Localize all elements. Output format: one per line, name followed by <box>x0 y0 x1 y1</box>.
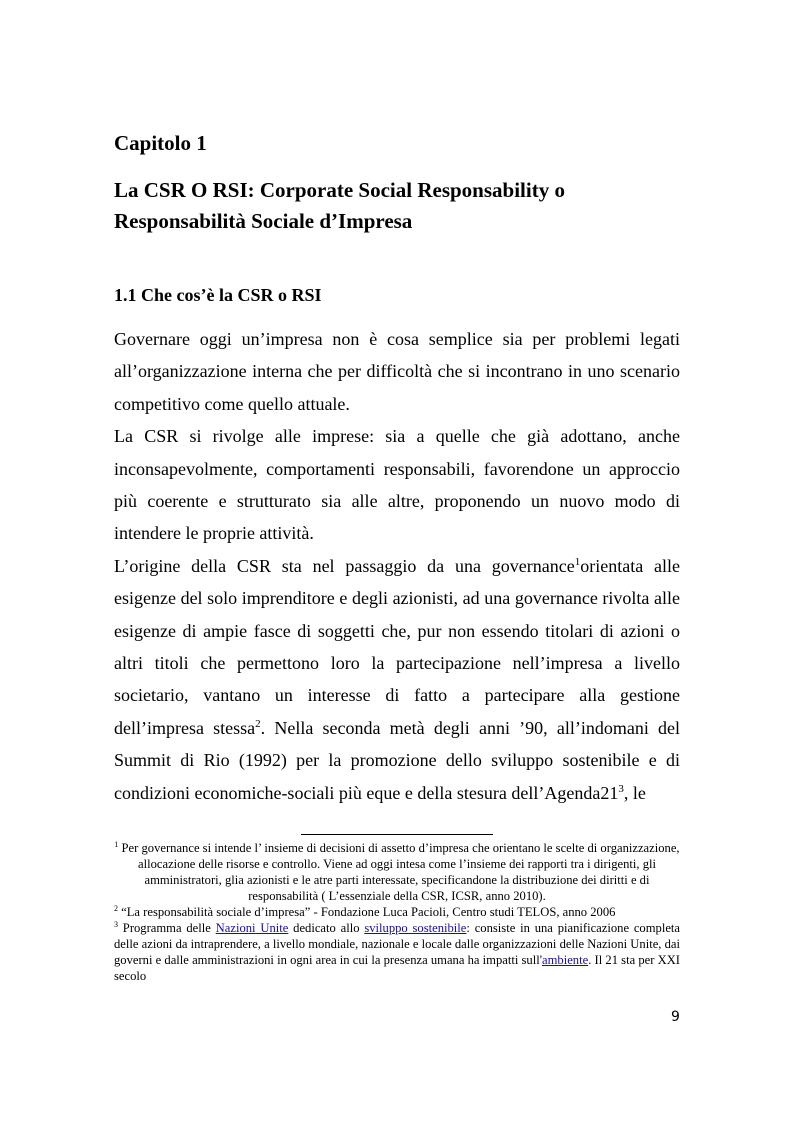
link-sviluppo-sostenibile[interactable]: sviluppo sostenibile <box>364 921 467 935</box>
footnote-2-number: 2 <box>114 903 118 913</box>
footnote-3-text-a: Programma delle <box>118 921 216 935</box>
paragraph-3-text-d: , le <box>623 782 646 803</box>
footnote-3-number: 3 <box>114 919 118 929</box>
footnote-3-text-d: . Il 21 sta per XXI secolo <box>114 953 680 983</box>
footnote-1-number: 1 <box>114 839 119 849</box>
paragraph-2: La CSR si rivolge alle imprese: sia a quelle che già adottano, anche inconsapevolmente, comportamenti responsabili, favorendone un approccio più coerente e strutturato sia alle altre, proponendo un nuovo modo di intendere le proprie attività. <box>114 426 680 544</box>
paragraph-3-text-a: L’origine della CSR sta nel passaggio da una governance <box>114 555 575 576</box>
paragraph-3-text-c: . Nella seconda metà degli anni ’90, all’indomani del Summit di Rio (1992) per la promozione dello sviluppo sostenibile e di condizioni economiche-sociali più eque e della stesura dell’Agenda21 <box>114 717 680 803</box>
footnote-3 <box>114 920 680 984</box>
link-nazioni-unite[interactable]: Nazioni Unite <box>215 921 289 935</box>
footnote-2 <box>114 904 680 920</box>
footnote-2-text: “La responsabilità sociale d’impresa” - Fondazione Luca Pacioli, Centro studi TELOS, anno 2006 <box>118 905 616 919</box>
footnote-1 <box>114 840 680 904</box>
footnote-ref-1[interactable]: 1 <box>574 555 581 568</box>
footnote-3-text-b: dedicato allo <box>288 921 365 935</box>
paragraph-3 <box>114 550 680 809</box>
body-text <box>114 323 680 809</box>
footnotes <box>114 840 680 984</box>
page-number: 9 <box>671 1009 680 1025</box>
footnote-1-text: Per governance si intende l’ insieme di decisioni di assetto d’impresa che orientano le scelte di organizzazione, allocazione delle risorse e controllo. Viene ad oggi intesa come l’insieme dei rapporti tra i dirigenti, gli amministratori, glia azionisti e le atre parti interessate, specificandone la distribuzione dei diritti e di responsabilità ( L’essenziale della CSR, ICSR, anno 2010). <box>118 841 680 903</box>
footnote-ref-3[interactable]: 3 <box>618 782 624 795</box>
paragraph-1: Governare oggi un’impresa non è cosa semplice sia per problemi legati all’organizzazione interna che per difficoltà che si incontrano in uno scenario competitivo come quello attuale. <box>114 329 680 414</box>
section-title: 1.1 Che cos’è la CSR o RSI <box>114 285 322 305</box>
footnote-divider <box>301 834 493 835</box>
chapter-title: La CSR O RSI: Corporate Social Responsability o Responsabilità Sociale d’Impresa <box>114 178 565 233</box>
chapter-label: Capitolo 1 <box>114 131 207 155</box>
footnote-ref-2[interactable]: 2 <box>255 717 261 730</box>
footnote-3-text-c: : consiste in una pianificazione completa delle azioni da intraprendere, a livello mondiale, nazionale e locale dalle organizzazioni delle Nazioni Unite, dai governi e dalle amministrazioni in ogni area in cui la presenza umana ha impatti sull' <box>114 921 680 967</box>
paragraph-3-text-b: orientata alle esigenze del solo imprenditore e degli azionisti, ad una governance rivolta alle esigenze di ampie fasce di soggetti che, pur non essendo titolari di azioni o altri titoli che permettono loro la partecipazione nell’impresa a livello societario, vantano un interesse di fatto a partecipare alla gestione dell’impresa stessa <box>114 555 680 738</box>
link-ambiente[interactable]: ambiente <box>542 953 589 967</box>
